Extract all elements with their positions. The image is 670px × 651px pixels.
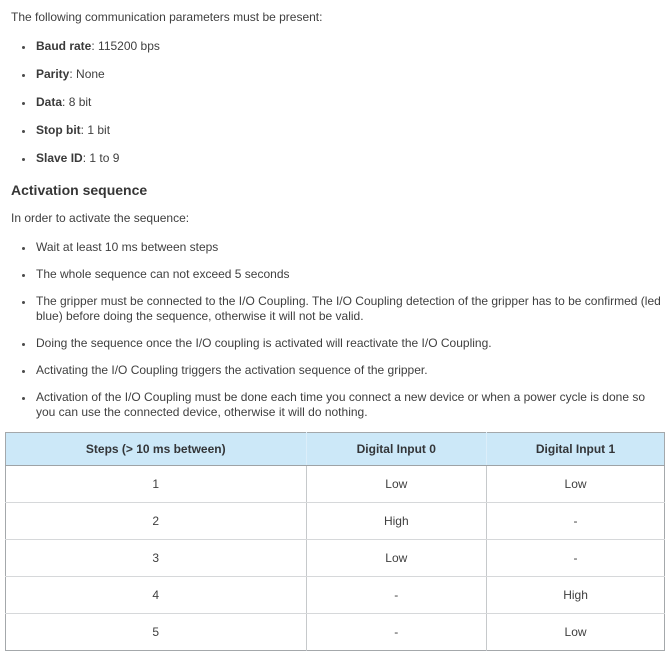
note-item: • Doing the sequence once the I/O coupling is activated will reactivate the I/O Coupling.	[34, 336, 664, 351]
table-row	[6, 540, 665, 577]
note-item: • The gripper must be connected to the I/O Coupling. The I/O Coupling detection of the gripper has to be confirmed (led blue) before doing the sequence, otherwise it will not be valid.	[34, 294, 664, 324]
digital-input-0-cell: Low	[306, 466, 487, 503]
note-item: • The whole sequence can not exceed 5 seconds	[34, 267, 664, 282]
param-item-data	[34, 95, 664, 110]
note-item: • Activating the I/O Coupling triggers the activation sequence of the gripper.	[34, 363, 664, 378]
digital-input-0-cell: Low	[306, 540, 487, 577]
param-separator: :	[91, 39, 95, 53]
note-item: • Activation of the I/O Coupling must be done each time you connect a new device or when a power cycle is done so you can use the connected device, otherwise it will do nothing.	[34, 390, 664, 420]
param-separator: :	[62, 95, 66, 109]
param-item-parity	[34, 67, 664, 82]
param-separator: :	[82, 151, 87, 165]
digital-input-0-cell: -	[306, 614, 487, 651]
communication-parameters-list	[11, 39, 664, 166]
note-item: • Wait at least 10 ms between steps	[34, 240, 664, 255]
digital-input-1-cell: -	[487, 540, 665, 577]
param-label: Stop bit	[36, 123, 81, 137]
table-row	[6, 577, 665, 614]
param-label: Baud rate	[36, 39, 92, 53]
step-cell: 4	[6, 577, 307, 614]
param-separator: :	[80, 123, 84, 137]
digital-input-0-cell: -	[306, 577, 487, 614]
param-value: None	[76, 67, 105, 81]
activation-steps-table	[5, 432, 665, 651]
digital-input-0-cell: High	[306, 503, 487, 540]
step-cell: 5	[6, 614, 307, 651]
param-value: 8 bit	[68, 95, 92, 109]
column-header-digital-input-0: Digital Input 0	[306, 433, 487, 466]
param-label: Data	[36, 95, 63, 109]
param-value: 1 bit	[87, 123, 111, 137]
step-cell: 3	[6, 540, 307, 577]
digital-input-1-cell: High	[487, 577, 665, 614]
activation-sequence-heading: Activation sequence	[11, 182, 148, 198]
table-header-row	[6, 433, 665, 466]
column-header-steps: Steps (> 10 ms between)	[6, 433, 307, 466]
digital-input-1-cell: Low	[487, 466, 665, 503]
param-item-baud-rate	[34, 39, 664, 54]
param-label: Slave ID	[36, 151, 83, 165]
param-label: Parity	[36, 67, 70, 81]
intro-paragraph: The following communication parameters must be present:	[11, 10, 323, 24]
column-header-digital-input-1: Digital Input 1	[487, 433, 665, 466]
activation-lead-paragraph: In order to activate the sequence:	[11, 211, 190, 225]
param-value: 1 to 9	[89, 151, 120, 165]
digital-input-1-cell: Low	[487, 614, 665, 651]
step-cell: 1	[6, 466, 307, 503]
digital-input-1-cell: -	[487, 503, 665, 540]
activation-notes-list	[11, 240, 664, 420]
table-row	[6, 503, 665, 540]
param-item-stop-bit	[34, 123, 664, 138]
table-row	[6, 614, 665, 651]
table-row	[6, 466, 665, 503]
param-item-slave-id	[34, 151, 664, 166]
param-value: 115200 bps	[98, 39, 160, 53]
param-separator: :	[69, 67, 73, 81]
step-cell: 2	[6, 503, 307, 540]
